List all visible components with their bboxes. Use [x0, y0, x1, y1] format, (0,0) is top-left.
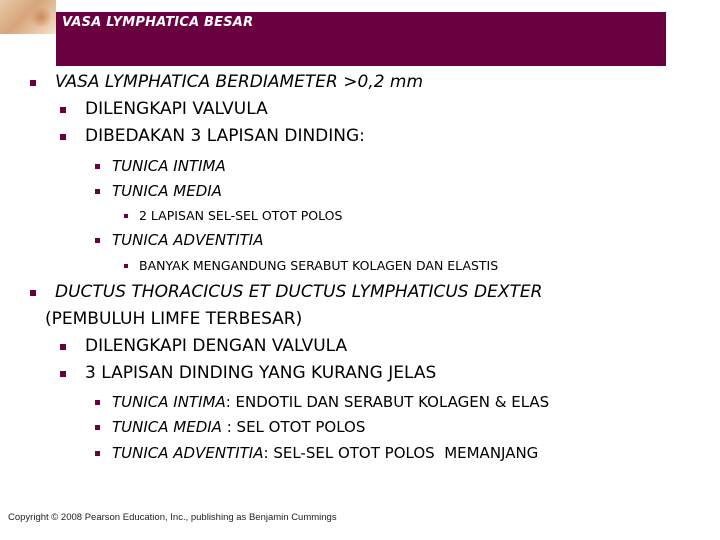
- bullet-marker: [60, 134, 66, 140]
- bullet-text: TUNICA ADVENTITIA: [112, 231, 264, 249]
- bullet-text: TUNICA INTIMA: [112, 157, 226, 175]
- bullet-marker: [30, 80, 36, 86]
- bullet-text: DILENGKAPI VALVULA: [85, 99, 268, 119]
- bullet-term: TUNICA INTIMA: [112, 393, 226, 411]
- bullet-marker: [95, 451, 100, 456]
- bullet-term: TUNICA MEDIA: [112, 418, 222, 436]
- bullet-text: VASA LYMPHATICA BERDIAMETER >0,2 mm: [55, 72, 424, 92]
- bullet-marker: [95, 400, 100, 405]
- bullet-text: (PEMBULUH LIMFE TERBESAR): [45, 309, 303, 329]
- bullet-term: TUNICA ADVENTITIA: [112, 444, 264, 462]
- bullet-marker: [95, 425, 100, 430]
- slide-title: VASA LYMPHATICA BESAR: [62, 15, 254, 30]
- bullet-text: DILENGKAPI DENGAN VALVULA: [85, 336, 348, 356]
- corner-decoration-image: [0, 0, 56, 34]
- bullet-marker: [95, 164, 100, 169]
- bullet-text: BANYAK MENGANDUNG SERABUT KOLAGEN DAN ELASTIS: [139, 258, 499, 273]
- bullet-description: : ENDOTIL DAN SERABUT KOLAGEN & ELAS: [225, 393, 550, 411]
- bullet-marker: [60, 371, 66, 377]
- copyright-notice: Copyright © 2008 Pearson Education, Inc., publishing as Benjamin Cummings: [8, 512, 337, 523]
- bullet-marker: [124, 264, 128, 268]
- bullet-marker: [95, 238, 100, 243]
- bullet-description: : SEL OTOT POLOS: [221, 418, 366, 436]
- bullet-text: TUNICA MEDIA: [112, 182, 222, 200]
- bullet-text: 3 LAPISAN DINDING YANG KURANG JELAS: [85, 363, 437, 383]
- bullet-marker: [95, 189, 100, 194]
- bullet-marker: [124, 214, 128, 218]
- bullet-description: : SEL-SEL OTOT POLOS MEMANJANG: [263, 444, 539, 462]
- bullet-text: DUCTUS THORACICUS ET DUCTUS LYMPHATICUS DEXTER: [55, 282, 543, 302]
- bullet-marker: [60, 344, 66, 350]
- bullet-marker: [60, 107, 66, 113]
- title-bar: [56, 12, 666, 66]
- bullet-text: 2 LAPISAN SEL-SEL OTOT POLOS: [139, 208, 343, 223]
- bullet-marker: [30, 290, 36, 296]
- bullet-text: DIBEDAKAN 3 LAPISAN DINDING:: [85, 126, 365, 146]
